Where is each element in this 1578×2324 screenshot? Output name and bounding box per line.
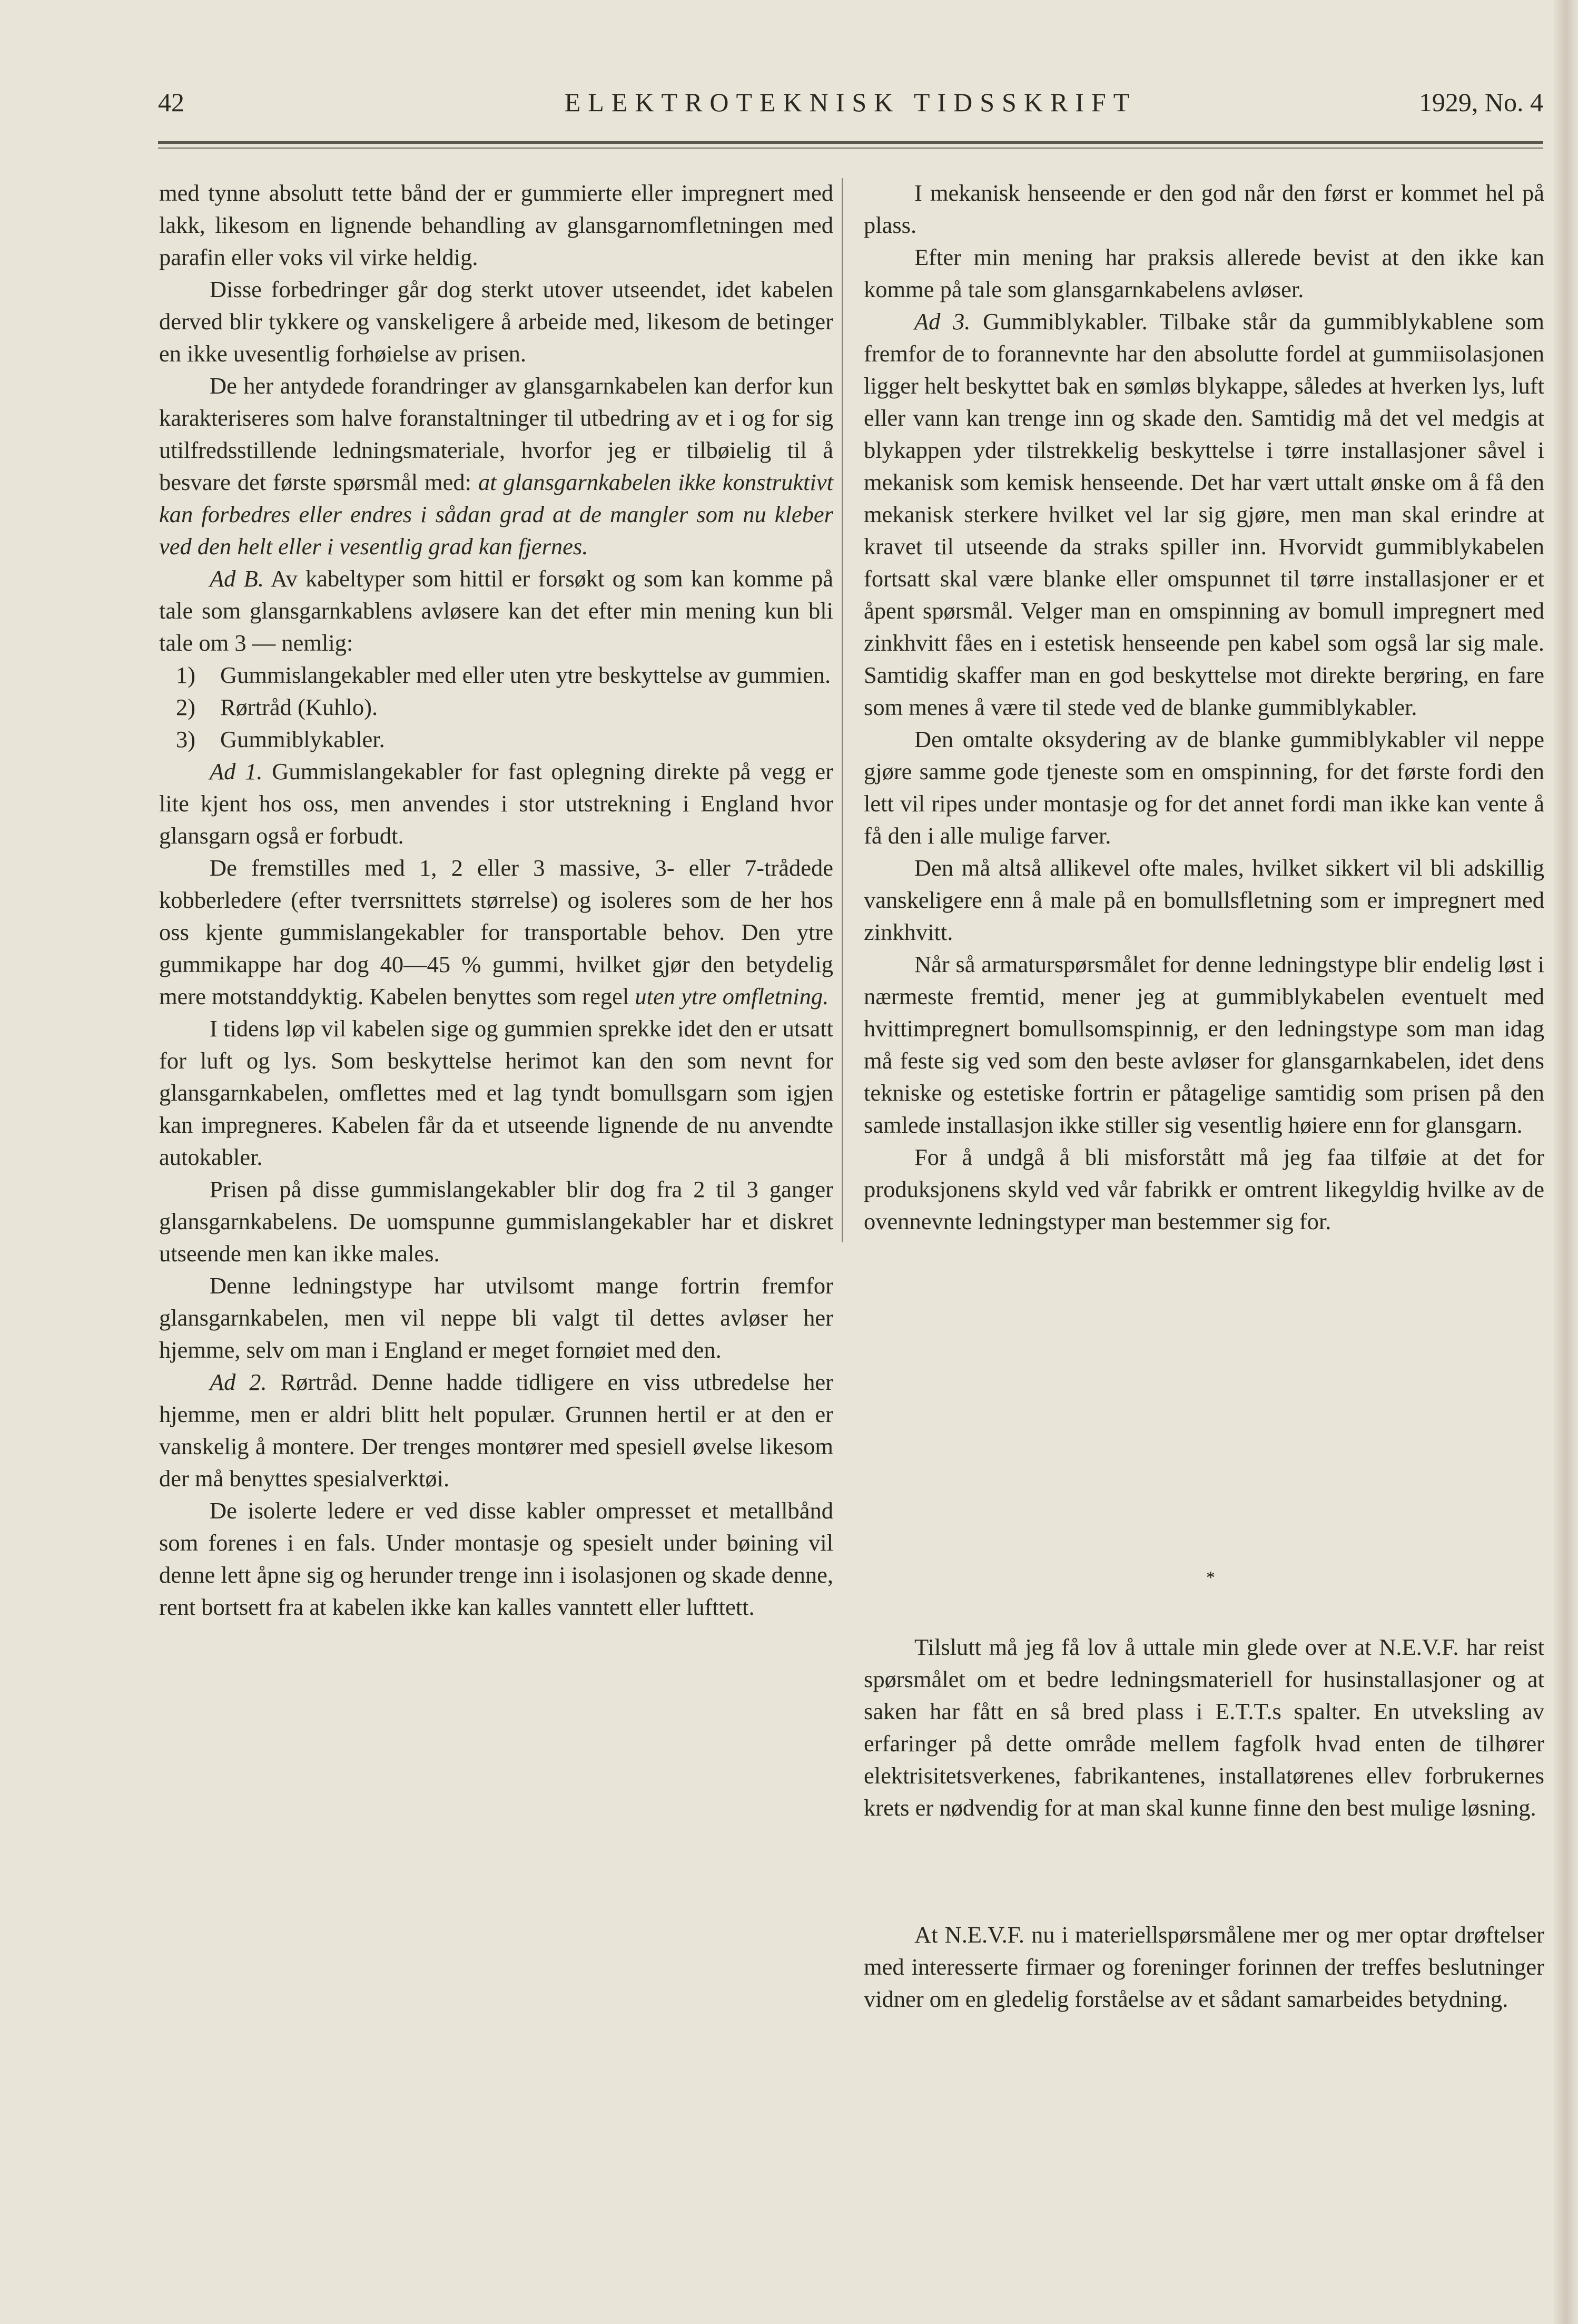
paragraph: Efter min mening har praksis allerede bevist at den ikke kan komme på tale som glansgarnkabelens avløser. [864,244,1544,302]
paragraph: Disse forbedringer går dog sterkt utover utseendet, idet kabelen derved blir tykkere og vanskeligere å arbeide med, likesom de betinger en ikke uvesentlig forhøielse av prisen. [159,276,833,367]
paragraph: For å undgå å bli misforstått må jeg faa tilføie at det for produksjonens skyld ved vår fabrikk er omtrent likegyldig hvilke av de ovennevnte ledningstyper man bestemmer sig for. [864,1144,1544,1234]
list-number: 3) [176,726,196,752]
paragraph-text: Av kabeltyper som hittil er forsøkt og som kan komme på tale som glansgarnkablens avløsere kan det efter min mening kun bli tale om 3 — nemlig: [159,565,833,656]
paragraph-text: Rørtråd. Denne hadde tidligere en viss utbredelse her hjemme, men er aldri blitt helt populær. Grunnen hertil er at den er vanskelig å montere. Der trenges montører med spesiell øvelse likesom der må benyttes spesialverktøi. [159,1369,833,1492]
paragraph-text: De fremstilles med 1, 2 eller 3 massive, 3- eller 7-trådede kobberledere (efter tverrsnittets størrelse) og isoleres som de her hos oss kjente gummislangekabler for transportable behov. Den ytre gummikappe har dog 40—45 % gummi, hvilket gjør den betydelig mere motstanddyktig. Kabelen benyttes som regel [159,855,833,1009]
right-column [864,177,1544,1238]
header-rule-thick [158,141,1543,144]
paragraph: Prisen på disse gummislangekabler blir dog fra 2 til 3 ganger glansgarnkabelens. De uomspunne gummislangekabler har et diskret utseende men kan ikke males. [159,1176,833,1267]
paragraph: De isolerte ledere er ved disse kabler ompresset et metallbånd som forenes i en fals. Under montasje og spesielt under bøining vil denne lett åpne sig og herunder trenge inn i isolasjonen og skade denne, rent bortsett fra at kabelen ikke kan kalles vanntett eller lufttett. [159,1497,833,1620]
paragraph: med tynne absolutt tette bånd der er gummierte eller impregnert med lakk, likesom en lignende behandling av glansgarnomfletningen med parafin eller voks vil virke heldig. [159,180,833,270]
list-number: 2) [176,694,196,720]
paragraph: At N.E.V.F. nu i materiellspørsmålene mer og mer optar drøftelser med interesserte firmaer og foreninger forinnen der treffes beslutninger vidner om en gledelig forståelse av et sådant samarbeides betydning. [864,1921,1544,2012]
column-divider [842,178,843,1242]
paragraph [159,1366,833,1495]
list-text: Gummiblykabler. [220,726,385,752]
paragraph: Når så armaturspørsmålet for denne ledningstype blir endelig løst i nærmeste fremtid, mener jeg at gummiblykabelen eventuelt med hvittimpregnert bomullsomspinnig, er den ledningstype som man idag må feste sig ved som den beste avløser for glansgarnkabelen, idet dens tekniske og estetiske fortrin er påtagelige samtidig som prisen på den samlede installasjon ikke stiller sig vesentlig høiere enn for glansgarn. [864,951,1544,1138]
issue-number: 1929, No. 4 [1418,87,1543,117]
paragraph [159,852,833,1013]
paragraph-text: Gummiblykabler. Tilbake står da gummiblykablene som fremfor de to forannevnte har den absolutte fordel at gummiisolasjonen ligger helt beskyttet bak en sømløs blykappe, således at hverken lys, luft eller vann kan trenge inn og skade den. Samtidig må det vel medgis at blykappen yder tilstrekkelig beskyttelse i tørre installasjoner såvel i mekanisk som kemisk henseende. Det har vært uttalt ønske om å få den mekanisk sterkere hvilket vel lar sig gjøre, men man skal erindre at kravet til utseende da straks spiller inn. Hvorvidt gummiblykabelen fortsatt skal være blanke eller omspunnet til tørre installasjoner er et åpent spørsmål. Velger man en omspinning av bomull impregnert med zinkhvitt fåes en i estetisk henseende pen kabel som også lar sig male. Samtidig skaffer man en god beskyttelse mot direkte berøring, en fare som menes å være til stede ved de blanke gummiblykabler. [864,308,1544,720]
paragraph: Tilslutt må jeg få lov å uttale min glede over at N.E.V.F. har reist spørsmålet om et bedre ledningsmateriell for husinstallasjoner og at saken har fått en så bred plass i E.T.T.s spalter. En utveksling av erfaringer på dette område mellem fagfolk hvad enten de tilhører elektrisitetsverkenes, fabrikantenes, installatørenes ellev forbrukernes krets er nødvendig for at man skal kunne finne den best mulige løsning. [864,1634,1544,1821]
paragraph-text: De her antydede forandringer av glansgarnkabelen kan derfor kun karakteriseres som halve foranstaltninger til utbedring av et i og for sig utilfredsstillende ledningsmateriale, hvorfor jeg er tilbøielig til å besvare det første spørsmål med: [159,372,833,495]
paragraph [159,370,833,563]
section-label: Ad 2. [210,1369,267,1395]
list-number: 1) [176,662,196,688]
paragraph: I mekanisk henseende er den god når den først er kommet hel på plass. [864,180,1544,238]
section-separator: * [1206,1568,1215,1587]
paragraph: I tidens løp vil kabelen sige og gummien sprekke idet den er utsatt for luft og lys. Som beskyttelse herimot kan den som nevnt for glansgarnkabelen, omflettes med et lag tyndt bomullsgarn som igjen kan impregneres. Kabelen får da et utseende lignende de nu anvendte autokabler. [159,1015,833,1170]
journal-title: ELEKTROTEKNISK TIDSSKRIFT [564,87,1137,117]
emphasis-text: uten ytre omfletning. [635,983,829,1009]
list-text: Rørtråd (Kuhlo). [220,694,378,720]
running-header [158,87,1543,124]
paragraph: Den omtalte oksydering av de blanke gummiblykabler vil neppe gjøre samme gode tjeneste som en omspinning, for det første fordi den lett vil ripes under montasje og for det annet fordi man ikke kan vente å få den i alle mulige farver. [864,726,1544,849]
list-item [159,723,833,756]
list-text: Gummislangekabler med eller uten ytre beskyttelse av gummien. [220,662,831,688]
paragraph [159,563,833,659]
paragraph-text: Gummislangekabler for fast oplegning direkte på vegg er lite kjent hos oss, men anvendes i stor utstrekning i England hvor glansgarn også er forbudt. [159,758,833,849]
paragraph [159,756,833,852]
section-label: Ad 1. [210,758,263,785]
list-item [159,659,833,691]
section-label: Ad 3. [914,308,971,335]
header-rule-thin [158,148,1543,149]
emphasis-text: at glansgarnkabelen ikke konstruktivt kan forbedres eller endres i sådan grad at de mangler som nu kleber ved den helt eller i vesentlig grad kan fjernes. [159,469,833,560]
closing-section [864,1631,1544,1824]
closing-section-end [864,1919,1544,2015]
left-column [159,177,833,1623]
list-item [159,691,833,723]
paragraph: Denne ledningstype har utvilsomt mange fortrin fremfor glansgarnkabelen, men vil neppe bli valgt til dettes avløser her hjemme, selv om man i England er meget fornøiet med den. [159,1272,833,1363]
section-label: Ad B. [210,565,264,592]
paragraph: Den må altså allikevel ofte males, hvilket sikkert vil bli adskillig vanskeligere enn å male på en bomullsfletning som er impregnert med zinkhvitt. [864,855,1544,945]
page-number: 42 [158,87,184,117]
paragraph [864,306,1544,723]
page-edge [1554,0,1578,2324]
